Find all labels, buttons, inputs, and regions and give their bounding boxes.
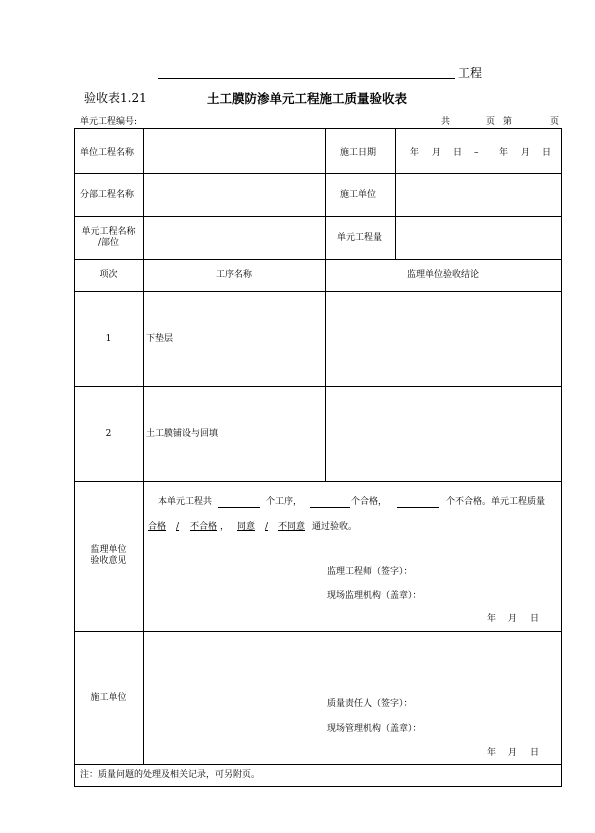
option-comma: ， <box>220 522 230 532</box>
supervision-text-a: 本单元工程共 <box>158 497 213 507</box>
page-unit-label-2: 页 <box>550 117 560 127</box>
supervision-label-line1: 监理单位 <box>90 545 127 555</box>
project-suffix: 工程 <box>458 66 483 80</box>
pass-count-blank <box>310 507 350 508</box>
option-pass: 合格 <box>148 522 167 532</box>
page-total-label: 共 <box>441 117 451 127</box>
supervision-day: 日 <box>530 614 540 624</box>
date-year-end: 年 <box>499 148 509 158</box>
construction-unit-section-label: 施工单位 <box>90 693 127 703</box>
supervision-year: 年 <box>487 614 497 624</box>
supervision-org-seal-label: 现场监理机构（盖章）： <box>327 591 422 601</box>
supervision-month: 月 <box>508 614 518 624</box>
project-name-underline <box>158 78 455 79</box>
item-index: 1 <box>105 334 112 344</box>
process-count-blank <box>218 507 260 508</box>
fail-count-blank <box>397 507 439 508</box>
date-year: 年 <box>410 148 420 158</box>
supervision-text-b: 个工序， <box>266 497 303 507</box>
construction-unit-label: 施工单位 <box>340 190 377 200</box>
engineer-signature-label: 监理工程师（签字）： <box>327 567 413 577</box>
unit-element-name-label: 单元工程名称 <box>81 227 136 237</box>
sub-project-name-label: 分部工程名称 <box>80 190 135 200</box>
supervision-text-c: 个合格， <box>351 497 388 507</box>
date-day-end: 日 <box>542 148 552 158</box>
option-agree: 同意 <box>237 522 256 532</box>
item-process-name: 土工膜铺设与回填 <box>146 429 219 439</box>
construction-year: 年 <box>487 748 497 758</box>
form-number: 验收表1.21 <box>84 91 147 105</box>
option-disagree: 不同意 <box>278 522 306 532</box>
supervision-text-d: 个不合格。单元工程质量 <box>446 497 546 507</box>
construction-date-label: 施工日期 <box>340 148 377 158</box>
construction-day: 日 <box>530 748 540 758</box>
page-title: 土工膜防渗单元工程施工质量验收表 <box>207 91 408 106</box>
date-month-end: 月 <box>521 148 531 158</box>
option-slash-2: / <box>265 522 269 532</box>
supervision-label-line2: 验收意见 <box>90 556 127 566</box>
col-conclusion-header: 监理单位验收结论 <box>406 270 479 280</box>
item-index: 2 <box>105 429 112 439</box>
pass-acceptance-text: 通过验收。 <box>312 522 358 532</box>
date-day: 日 <box>453 148 463 158</box>
unit-element-part-label: /部位 <box>97 238 120 248</box>
page-number-label: 第 <box>503 117 513 127</box>
col-index-header: 项次 <box>99 270 118 280</box>
footer-note: 注：质量问题的处理及相关记录，可另附页。 <box>80 770 261 780</box>
unit-project-number-label: 单元工程编号: <box>80 117 138 127</box>
unit-project-name-label: 单位工程名称 <box>80 148 135 158</box>
quality-person-signature-label: 质量责任人（签字）： <box>327 699 413 709</box>
option-fail: 不合格 <box>190 522 218 532</box>
page-unit-label: 页 <box>486 117 496 127</box>
col-process-header: 工序名称 <box>215 270 252 280</box>
unit-element-quantity-label: 单元工程量 <box>337 233 383 243</box>
construction-org-seal-label: 现场管理机构（盖章）： <box>327 724 422 734</box>
date-month: 月 <box>432 148 442 158</box>
item-process-name: 下垫层 <box>146 334 174 344</box>
date-dash: – <box>474 148 479 158</box>
option-slash: / <box>176 522 180 532</box>
construction-month: 月 <box>508 748 518 758</box>
